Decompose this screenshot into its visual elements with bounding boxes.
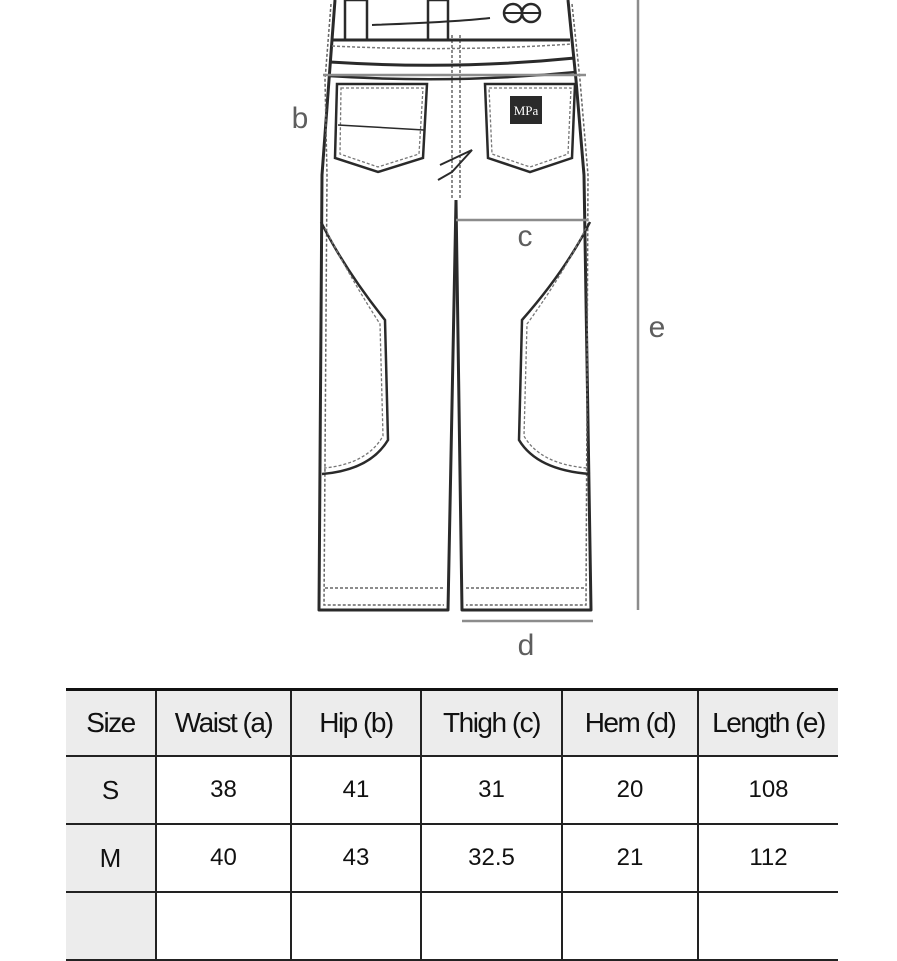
- empty-cell: [421, 892, 562, 960]
- crotch-seam: [438, 150, 472, 180]
- header-hem: Hem (d): [562, 690, 698, 757]
- label-e: e: [648, 311, 666, 344]
- empty-cell: [156, 892, 291, 960]
- waist-cell: 38: [156, 756, 291, 824]
- size-cell: S: [66, 756, 156, 824]
- header-thigh: Thigh (c): [421, 690, 562, 757]
- back-pocket-left: [335, 84, 427, 172]
- length-cell: 108: [698, 756, 838, 824]
- hip-cell: 43: [291, 824, 421, 892]
- header-length: Length (e): [698, 690, 838, 757]
- table-row: [66, 756, 838, 824]
- thigh-cell: 32.5: [421, 824, 562, 892]
- empty-cell: [291, 892, 421, 960]
- pants-outline: [319, 0, 591, 610]
- size-chart-table: [66, 688, 838, 961]
- knee-panel-right: [519, 222, 590, 474]
- hem-cell: 21: [562, 824, 698, 892]
- pants-stitching: [324, 4, 588, 605]
- hem-cell: 20: [562, 756, 698, 824]
- table-row: [66, 824, 838, 892]
- header-waist: Waist (a): [156, 690, 291, 757]
- length-cell: 112: [698, 824, 838, 892]
- label-d: d: [517, 629, 535, 662]
- label-b: b: [291, 102, 309, 135]
- hip-cell: 41: [291, 756, 421, 824]
- logo-text: MPa: [513, 103, 539, 118]
- thigh-cell: 31: [421, 756, 562, 824]
- size-cell: M: [66, 824, 156, 892]
- empty-cell: [698, 892, 838, 960]
- table-header-row: [66, 690, 838, 757]
- label-c: c: [517, 220, 533, 253]
- waist-cell: 40: [156, 824, 291, 892]
- header-hip: Hip (b): [291, 690, 421, 757]
- size-cell-empty: [66, 892, 156, 960]
- header-size: Size: [66, 690, 156, 757]
- brand-logo: [504, 4, 540, 22]
- table-row-partial: [66, 892, 838, 960]
- empty-cell: [562, 892, 698, 960]
- knee-panel-left: [321, 222, 388, 474]
- pocket-label-patch: [510, 96, 542, 124]
